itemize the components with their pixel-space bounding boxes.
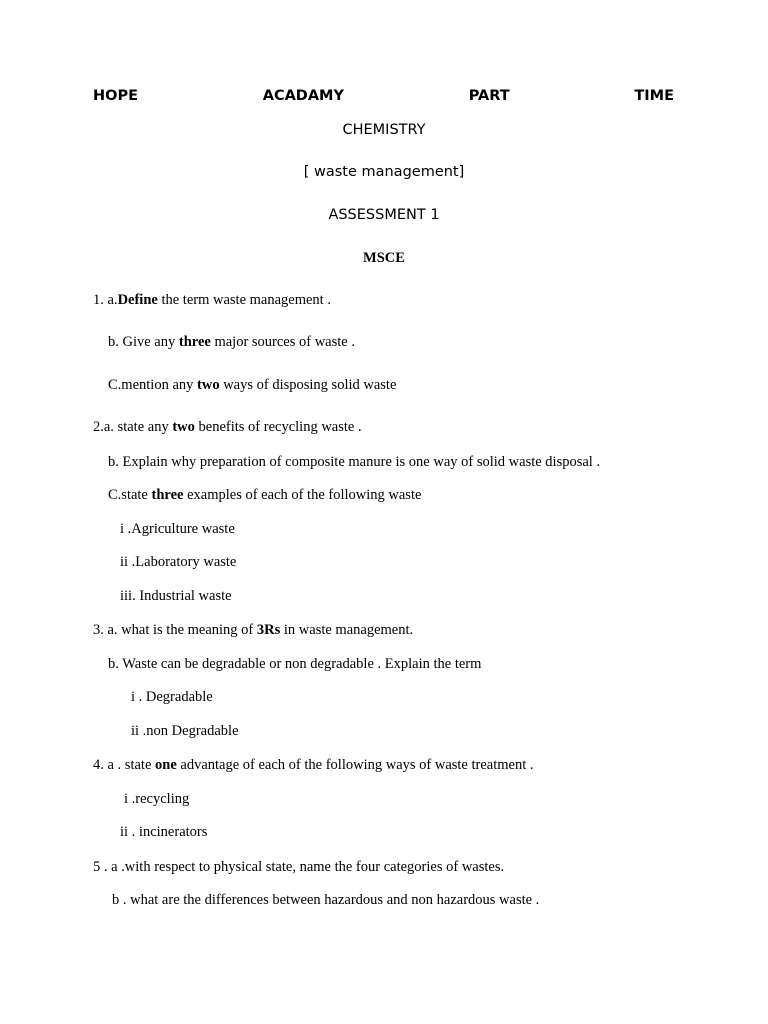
question-3a-prefix: 3. a. what is the meaning of	[93, 622, 257, 638]
question-3b-i: i . Degradable	[131, 689, 213, 705]
question-5a: 5 . a .with respect to physical state, name the four categories of wastes.	[93, 859, 505, 875]
question-1a-text: the term waste management .	[157, 292, 331, 308]
question-2c-keyword: three	[151, 487, 184, 503]
question-1b-keyword: three	[178, 334, 211, 350]
question-4a-i: i .recycling	[124, 791, 190, 807]
question-4a	[93, 755, 534, 775]
question-1a	[93, 290, 331, 310]
question-2c-iii: iii. Industrial waste	[120, 588, 232, 604]
assessment-title: ASSESSMENT 1	[328, 207, 440, 223]
question-1c	[108, 375, 396, 395]
question-1a-prefix: 1. a.	[93, 292, 118, 308]
header-word-academy: ACADAMY	[262, 88, 344, 104]
header-word-time: TIME	[634, 88, 674, 104]
question-3a-keyword: 3Rs	[256, 622, 281, 638]
question-1a-keyword: Define	[117, 292, 158, 308]
question-2a	[93, 417, 362, 437]
question-1c-text: ways of disposing solid waste	[219, 377, 397, 393]
question-2c	[108, 485, 421, 505]
question-1c-keyword: two	[197, 377, 220, 393]
question-3a-text: in waste management.	[280, 622, 414, 638]
header-word-hope: HOPE	[93, 88, 138, 104]
question-1b	[108, 332, 355, 352]
question-3b-ii: ii .non Degradable	[131, 723, 239, 739]
question-2b: b. Explain why preparation of composite manure is one way of solid waste disposal .	[108, 454, 601, 470]
question-1c-prefix: C.mention any	[108, 377, 198, 393]
question-2c-prefix: C.state	[108, 487, 152, 503]
question-2c-i: i .Agriculture waste	[120, 521, 235, 537]
topic-title: [ waste management]	[303, 164, 465, 180]
question-4a-keyword: one	[155, 757, 177, 773]
question-1b-text: major sources of waste .	[210, 334, 355, 350]
question-2c-text: examples of each of the following waste	[183, 487, 422, 503]
question-2a-prefix: 2.a. state any	[93, 419, 173, 435]
question-1b-prefix: b. Give any	[108, 334, 179, 350]
question-2a-text: benefits of recycling waste .	[194, 419, 362, 435]
question-4a-ii: ii . incinerators	[120, 824, 208, 840]
subject-title: CHEMISTRY	[342, 122, 426, 138]
question-3b: b. Waste can be degradable or non degradable . Explain the term	[108, 656, 482, 672]
question-4a-prefix: 4. a . state	[93, 757, 156, 773]
header-row	[93, 86, 674, 106]
question-2a-keyword: two	[172, 419, 195, 435]
question-5b: b . what are the differences between hazardous and non hazardous waste .	[112, 892, 540, 908]
question-4a-text: advantage of each of the following ways of waste treatment .	[176, 757, 534, 773]
exam-title: MSCE	[363, 250, 405, 266]
question-3a	[93, 620, 413, 640]
header-word-part: PART	[468, 88, 510, 104]
question-2c-ii: ii .Laboratory waste	[120, 554, 237, 570]
